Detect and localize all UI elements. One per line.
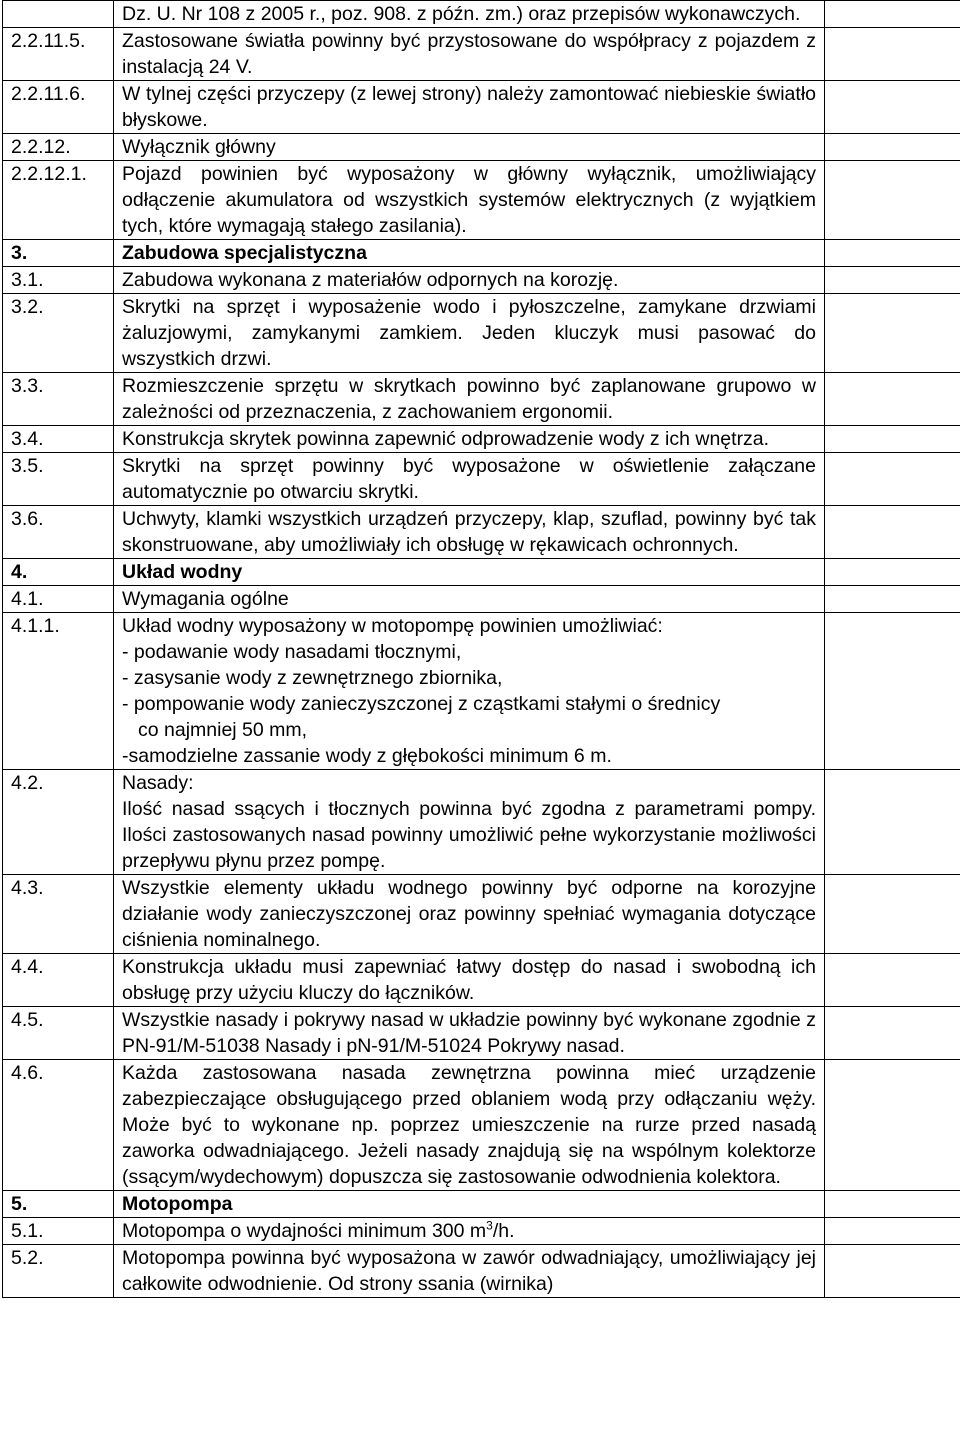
table-row bbox=[3, 954, 960, 1007]
paragraph: Ilość nasad ssących i tłocznych powinna być zgodna z parametrami pompy. Ilości zastosowanych nasad powinny umożliwić pełne wykorzystanie możliwości przepływu płynu przez pompę. bbox=[122, 798, 816, 872]
table-row bbox=[3, 453, 960, 506]
table-row bbox=[3, 1218, 960, 1245]
row-text: Wymagania ogólne bbox=[114, 586, 825, 613]
table-row bbox=[3, 770, 960, 875]
row-number: 2.2.11.5. bbox=[3, 28, 114, 81]
row-text: W tylnej części przyczepy (z lewej strony) należy zamontować niebieskie światło błyskowe. bbox=[114, 81, 825, 134]
row-text: Konstrukcja układu musi zapewniać łatwy dostęp do nasad i swobodną ich obsługę przy użyciu kluczy do łączników. bbox=[114, 954, 825, 1007]
row-number: 4.4. bbox=[3, 954, 114, 1007]
empty-cell bbox=[825, 453, 960, 506]
row-number: 2.2.12.1. bbox=[3, 161, 114, 240]
section-title: Motopompa bbox=[114, 1191, 825, 1218]
section-number: 3. bbox=[3, 240, 114, 267]
section-heading-row bbox=[3, 1191, 960, 1218]
row-text: Uchwyty, klamki wszystkich urządzeń przyczepy, klap, szuflad, powinny być tak skonstruowane, aby umożliwiały ich obsługę w rękawicach ochronnych. bbox=[114, 506, 825, 559]
section-title: Zabudowa specjalistyczna bbox=[114, 240, 825, 267]
list-item: - zasysanie wody z zewnętrznego zbiornika, bbox=[122, 667, 503, 689]
row-number: 4.2. bbox=[3, 770, 114, 875]
table-row bbox=[3, 267, 960, 294]
empty-cell bbox=[825, 134, 960, 161]
empty-cell bbox=[825, 28, 960, 81]
list-item: - pompowanie wody zanieczyszczonej z cząstkami stałymi o średnicy bbox=[122, 693, 721, 715]
table-row bbox=[3, 1060, 960, 1191]
table-row bbox=[3, 1245, 960, 1298]
list-item: - podawanie wody nasadami tłocznymi, bbox=[122, 641, 462, 663]
empty-cell bbox=[825, 770, 960, 875]
table-row bbox=[3, 1, 960, 28]
row-text: Wyłącznik główny bbox=[114, 134, 825, 161]
empty-cell bbox=[825, 426, 960, 453]
row-text: Każda zastosowana nasada zewnętrzna powinna mieć urządzenie zabezpieczające obsługującego przed oblaniem wodą przy odłączaniu węży. Może być to wykonane np. poprzez umieszczenie na rurze przed nasadą zaworka odwadniającego. Jeżeli nasady znajdują się na wspólnym kolektorze (ssącym/wydechowym) dopuszcza się zastosowanie odwodnienia kolektora. bbox=[114, 1060, 825, 1191]
section-title: Układ wodny bbox=[114, 559, 825, 586]
row-text: Skrytki na sprzęt powinny być wyposażone w oświetlenie załączane automatycznie po otwarciu skrytki. bbox=[114, 453, 825, 506]
row-number bbox=[3, 1, 114, 28]
row-text: Rozmieszczenie sprzętu w skrytkach powinno być zaplanowane grupowo w zależności od przeznaczenia, z zachowaniem ergonomii. bbox=[114, 373, 825, 426]
empty-cell bbox=[825, 1060, 960, 1191]
specification-table bbox=[2, 0, 960, 1298]
row-text bbox=[114, 1218, 825, 1245]
text-part: /h. bbox=[492, 1220, 515, 1242]
row-number: 4.3. bbox=[3, 875, 114, 954]
table-row bbox=[3, 426, 960, 453]
empty-cell bbox=[825, 373, 960, 426]
subheading: Nasady: bbox=[122, 772, 194, 794]
empty-cell bbox=[825, 81, 960, 134]
row-number: 4.1.1. bbox=[3, 613, 114, 770]
row-text: Zabudowa wykonana z materiałów odpornych na korozję. bbox=[114, 267, 825, 294]
row-text: Pojazd powinien być wyposażony w główny wyłącznik, umożliwiający odłączenie akumulatora od wszystkich systemów elektrycznych (z wyjątkiem tych, które wymagają stałego zasilania). bbox=[114, 161, 825, 240]
row-number: 2.2.11.6. bbox=[3, 81, 114, 134]
empty-cell bbox=[825, 1191, 960, 1218]
empty-cell bbox=[825, 1, 960, 28]
table-row bbox=[3, 506, 960, 559]
section-number: 5. bbox=[3, 1191, 114, 1218]
row-text: Dz. U. Nr 108 z 2005 r., poz. 908. z późn. zm.) oraz przepisów wykonawczych. bbox=[114, 1, 825, 28]
row-number: 3.6. bbox=[3, 506, 114, 559]
row-text: Motopompa powinna być wyposażona w zawór odwadniający, umożliwiający jej całkowite odwodnienie. Od strony ssania (wirnika) bbox=[114, 1245, 825, 1298]
list-item: -samodzielne zassanie wody z głębokości minimum 6 m. bbox=[122, 745, 612, 767]
row-number: 3.2. bbox=[3, 294, 114, 373]
empty-cell bbox=[825, 559, 960, 586]
row-number: 5.1. bbox=[3, 1218, 114, 1245]
empty-cell bbox=[825, 586, 960, 613]
text-part: Motopompa o wydajności minimum 300 m bbox=[122, 1220, 487, 1242]
table-row bbox=[3, 81, 960, 134]
empty-cell bbox=[825, 1218, 960, 1245]
table-row bbox=[3, 875, 960, 954]
empty-cell bbox=[825, 1245, 960, 1298]
empty-cell bbox=[825, 267, 960, 294]
row-number: 2.2.12. bbox=[3, 134, 114, 161]
empty-cell bbox=[825, 240, 960, 267]
section-heading-row bbox=[3, 240, 960, 267]
empty-cell bbox=[825, 1007, 960, 1060]
table-row bbox=[3, 613, 960, 770]
empty-cell bbox=[825, 294, 960, 373]
row-text: Skrytki na sprzęt i wyposażenie wodo i pyłoszczelne, zamykane drzwiami żaluzjowymi, zamykanymi zamkiem. Jeden kluczyk musi pasować do wszystkich drzwi. bbox=[114, 294, 825, 373]
table-row bbox=[3, 134, 960, 161]
empty-cell bbox=[825, 613, 960, 770]
row-number: 3.5. bbox=[3, 453, 114, 506]
table-row bbox=[3, 373, 960, 426]
table-row bbox=[3, 1007, 960, 1060]
section-heading-row bbox=[3, 559, 960, 586]
empty-cell bbox=[825, 875, 960, 954]
row-text: Konstrukcja skrytek powinna zapewnić odprowadzenie wody z ich wnętrza. bbox=[114, 426, 825, 453]
superscript: 3 bbox=[486, 1218, 493, 1233]
empty-cell bbox=[825, 954, 960, 1007]
table-row bbox=[3, 161, 960, 240]
row-text: Wszystkie elementy układu wodnego powinny być odporne na korozyjne działanie wody zanieczyszczonej oraz powinny spełniać wymagania dotyczące ciśnienia nominalnego. bbox=[114, 875, 825, 954]
row-number: 5.2. bbox=[3, 1245, 114, 1298]
row-text-list bbox=[114, 770, 825, 875]
row-number: 4.6. bbox=[3, 1060, 114, 1191]
row-text: Wszystkie nasady i pokrywy nasad w układzie powinny być wykonane zgodnie z PN-91/M-51038 Nasady i pN-91/M-51024 Pokrywy nasad. bbox=[114, 1007, 825, 1060]
list-intro: Układ wodny wyposażony w motopompę powinien umożliwiać: bbox=[122, 615, 663, 637]
row-number: 3.3. bbox=[3, 373, 114, 426]
empty-cell bbox=[825, 506, 960, 559]
row-number: 4.5. bbox=[3, 1007, 114, 1060]
row-text: Zastosowane światła powinny być przystosowane do współpracy z pojazdem z instalacją 24 V. bbox=[114, 28, 825, 81]
row-text-list bbox=[114, 613, 825, 770]
empty-cell bbox=[825, 161, 960, 240]
row-number: 4.1. bbox=[3, 586, 114, 613]
table-row bbox=[3, 586, 960, 613]
list-item-continuation: co najmniej 50 mm, bbox=[138, 719, 308, 741]
row-number: 3.1. bbox=[3, 267, 114, 294]
section-number: 4. bbox=[3, 559, 114, 586]
row-number: 3.4. bbox=[3, 426, 114, 453]
table-row bbox=[3, 28, 960, 81]
table-row bbox=[3, 294, 960, 373]
